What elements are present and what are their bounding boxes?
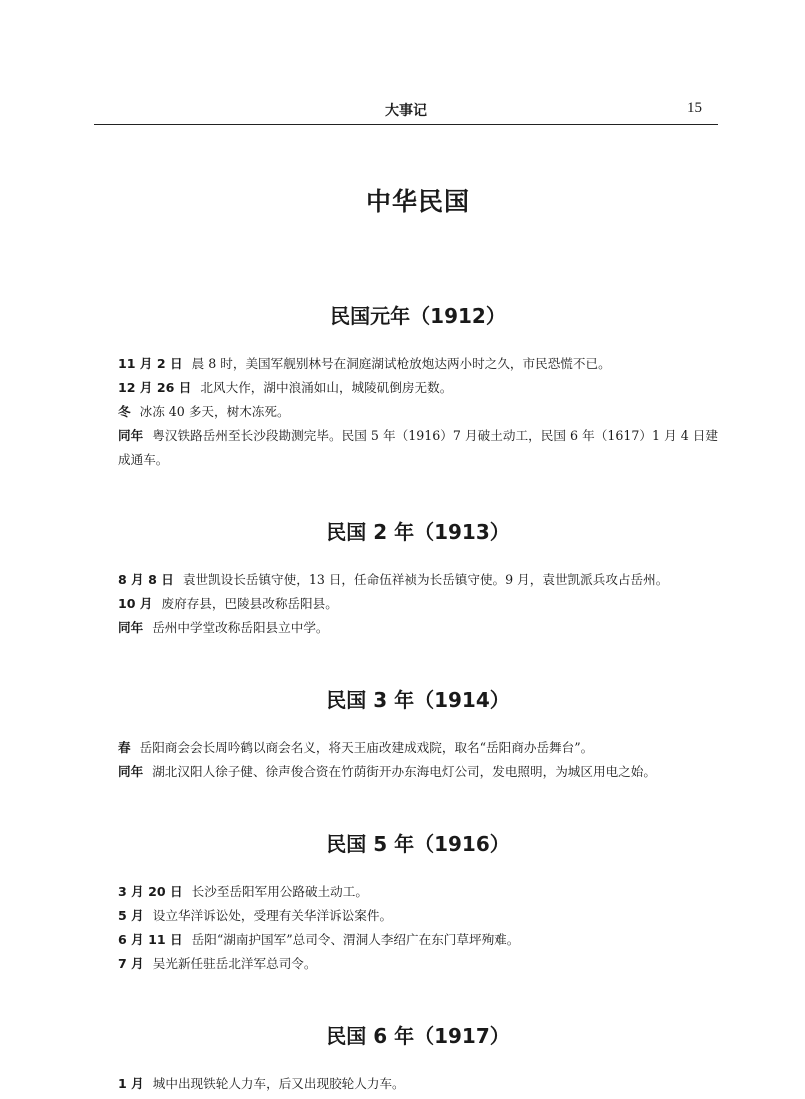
entry-text: 废府存县，巴陵县改称岳阳县。: [161, 596, 338, 611]
entry: [118, 568, 718, 592]
section-title: 民国元年（1912）: [330, 304, 506, 328]
entry-date: 同年: [118, 764, 144, 779]
entry-text: 城中出现铁轮人力车，后又出现胶轮人力车。: [152, 1076, 405, 1091]
entry-list: [118, 568, 718, 640]
entry: [118, 1072, 718, 1096]
page-header: [94, 96, 718, 125]
entry-date: 1 月: [118, 1076, 144, 1091]
section-title: 民国 2 年（1913）: [326, 520, 510, 544]
entry: [118, 592, 718, 616]
entry-date: 6 月 11 日: [118, 932, 183, 947]
entry-text: 长沙至岳阳军用公路破土动工。: [191, 884, 368, 899]
entry-date: 10 月: [118, 596, 153, 611]
entry-date: 7 月: [118, 956, 144, 971]
entry-date: 冬: [118, 404, 131, 419]
entry-date: 8 月 8 日: [118, 572, 174, 587]
entry-text: 袁世凯设长岳镇守使，13 日，任命伍祥祯为长岳镇守使。9 月，袁世凯派兵攻占岳州。: [182, 572, 669, 587]
entry-date: 春: [118, 740, 131, 755]
section-1914: [118, 680, 718, 784]
section-1917: [118, 1016, 718, 1096]
entry-text: 晨 8 时，美国军舰别林号在洞庭湖试枪放炮达两小时之久，市民恐慌不已。: [191, 356, 611, 371]
entry: [118, 880, 718, 904]
page-body: [118, 180, 718, 1096]
entry-list: [118, 736, 718, 784]
chapter-title: 中华民国: [365, 187, 470, 216]
entry: [118, 400, 718, 424]
entry: [118, 424, 718, 472]
entry-date: 11 月 2 日: [118, 356, 183, 371]
entry-list: [118, 352, 718, 472]
entry-date: 同年: [118, 620, 144, 635]
entry-date: 同年: [118, 428, 144, 443]
entry-list: [118, 1072, 718, 1096]
section-title: 民国 3 年（1914）: [326, 688, 510, 712]
entry-text: 岳州中学堂改称岳阳县立中学。: [152, 620, 329, 635]
section-1916: [118, 824, 718, 976]
entry: [118, 376, 718, 400]
entry-date: 5 月: [118, 908, 144, 923]
entry-text: 粤汉铁路岳州至长沙段勘测完毕。民国 5 年（1916）7 月破土动工，民国 6 年（1617）1 月 4 日建成通车。: [118, 428, 719, 467]
entry-date: 3 月 20 日: [118, 884, 183, 899]
section-1913: [118, 512, 718, 640]
entry-text: 湖北汉阳人徐子健、徐声俊合资在竹荫街开办东海电灯公司，发电照明，为城区用电之始。: [152, 764, 656, 779]
section-1912: [118, 296, 718, 472]
entry-text: 吴光新任驻岳北洋军总司令。: [152, 956, 317, 971]
section-title: 民国 5 年（1916）: [326, 832, 510, 856]
entry-list: [118, 880, 718, 976]
entry-text: 设立华洋诉讼处，受理有关华洋诉讼案件。: [152, 908, 393, 923]
page-number: 15: [687, 100, 702, 116]
entry-text: 岳阳“湖南护国军”总司令、渭洞人李绍广在东门草坪殉难。: [191, 932, 520, 947]
section-title: 民国 6 年（1917）: [326, 1024, 510, 1048]
running-title: 大事记: [385, 103, 427, 119]
entry: [118, 952, 718, 976]
entry: [118, 904, 718, 928]
entry-text: 冰冻 40 多天，树木冻死。: [139, 404, 290, 419]
entry-date: 12 月 26 日: [118, 380, 192, 395]
entry-text: 岳阳商会会长周吟鹤以商会名义，将天王庙改建成戏院，取名“岳阳商办岳舞台”。: [139, 740, 594, 755]
entry: [118, 760, 718, 784]
entry: [118, 928, 718, 952]
entry-text: 北风大作，湖中浪涌如山，城陵矶倒房无数。: [200, 380, 453, 395]
entry: [118, 616, 718, 640]
entry: [118, 352, 718, 376]
entry: [118, 736, 718, 760]
